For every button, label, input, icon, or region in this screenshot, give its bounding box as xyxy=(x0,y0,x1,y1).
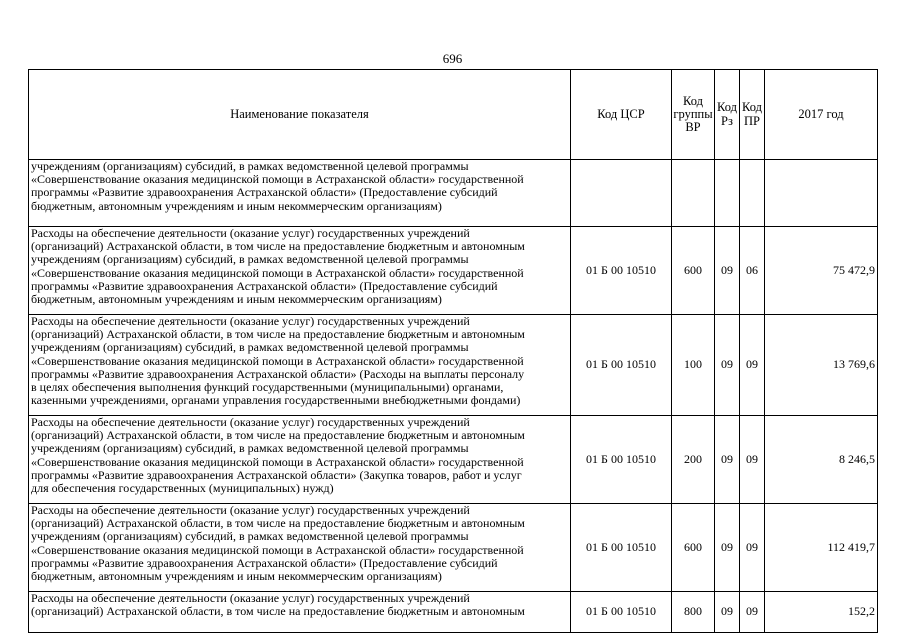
description-line: программы «Развитие здравоохранения Астраханской области» (Расходы на выплаты персоналу xyxy=(31,366,525,381)
description-line: Расходы на обеспечение деятельности (оказание услуг) государственных учреждений xyxy=(31,503,470,517)
description-line: бюджетным, автономным учреждениям и иным некоммерческим организациям) xyxy=(31,569,442,584)
row-rz-code: 09 xyxy=(715,315,740,416)
header-rz-line: Рз xyxy=(721,113,733,128)
description-line: (организаций) Астраханской области, в том числе на предоставление бюджетным и автономным xyxy=(31,327,525,342)
row-vr-code: 800 xyxy=(672,592,715,633)
table-header-row xyxy=(29,70,878,160)
row-rz-code: 09 xyxy=(715,504,740,592)
description-line: (организаций) Астраханской области, в том числе на предоставление бюджетным и автономным xyxy=(31,239,525,254)
header-name: Наименование показателя xyxy=(29,70,571,160)
row-description xyxy=(29,416,571,504)
description-line: «Совершенствование оказания медицинской помощи в Астраханской области» государственной xyxy=(31,542,524,557)
row-description xyxy=(29,504,571,592)
description-line: Расходы на обеспечение деятельности (оказание услуг) государственных учреждений xyxy=(31,314,470,328)
description-line: (организаций) Астраханской области, в том числе на предоставление бюджетным и автономным xyxy=(31,428,525,443)
budget-table xyxy=(28,69,878,633)
header-vr-line: Код xyxy=(683,93,703,108)
description-line: в целях обеспечения выполнения функций государственными (муниципальными) органами, xyxy=(31,380,504,395)
table-row xyxy=(29,315,878,416)
row-rz-code: 09 xyxy=(715,416,740,504)
table-row xyxy=(29,504,878,592)
row-amount-2017: 112 419,7 xyxy=(765,504,878,592)
description-line: учреждениям (организациям) субсидий, в рамках ведомственной целевой программы xyxy=(31,529,469,544)
row-csr-code: 01 Б 00 10510 xyxy=(571,416,672,504)
row-csr-code: 01 Б 00 10510 xyxy=(571,227,672,315)
table-row xyxy=(29,592,878,633)
description-line: (организаций) Астраханской области, в том числе на предоставление бюджетным и автономным xyxy=(31,604,525,619)
row-rz-code xyxy=(715,160,740,227)
row-vr-code: 200 xyxy=(672,416,715,504)
header-pr-code xyxy=(740,70,765,160)
row-description xyxy=(29,592,571,633)
row-rz-code: 09 xyxy=(715,592,740,633)
page-number: 696 xyxy=(442,51,463,66)
row-pr-code: 09 xyxy=(740,315,765,416)
row-csr-code xyxy=(571,160,672,227)
description-line: для обеспечения государственных (муниципальных) нужд) xyxy=(31,481,334,496)
description-line: программы «Развитие здравоохранения Астраханской области» (Закупка товаров, работ и услуг xyxy=(31,467,522,482)
header-rz-line: Код xyxy=(717,100,737,115)
header-pr-line: ПР xyxy=(744,113,760,128)
row-csr-code: 01 Б 00 10510 xyxy=(571,315,672,416)
description-line: «Совершенствование оказания медицинской помощи в Астраханской области» государственной xyxy=(31,353,524,368)
row-pr-code: 09 xyxy=(740,592,765,633)
description-line: Расходы на обеспечение деятельности (оказание услуг) государственных учреждений xyxy=(31,226,470,240)
header-vr-code xyxy=(672,70,715,160)
row-pr-code: 09 xyxy=(740,416,765,504)
row-rz-code: 09 xyxy=(715,227,740,315)
row-description xyxy=(29,227,571,315)
description-line: «Совершенствование оказания медицинской помощи в Астраханской области» государственной xyxy=(31,265,524,280)
description-line: программы «Развитие здравоохранения Астраханской области» (Предоставление субсидий xyxy=(31,278,498,293)
description-line: бюджетным, автономным учреждениям и иным некоммерческим организациям) xyxy=(31,292,442,307)
description-line: казенными учреждениями, органами управления государственными внебюджетными фондами) xyxy=(31,393,521,408)
description-line: программы «Развитие здравоохранения Астраханской области» (Предоставление субсидий xyxy=(31,185,498,200)
description-line: «Совершенствование оказания медицинской помощи в Астраханской области» государственной xyxy=(31,172,524,187)
description-line: учреждениям (организациям) субсидий, в рамках ведомственной целевой программы xyxy=(31,159,469,173)
description-line: Расходы на обеспечение деятельности (оказание услуг) государственных учреждений xyxy=(31,591,470,605)
row-vr-code: 600 xyxy=(672,227,715,315)
table-row xyxy=(29,160,878,227)
row-amount-2017: 8 246,5 xyxy=(765,416,878,504)
description-line: программы «Развитие здравоохранения Астраханской области» (Предоставление субсидий xyxy=(31,555,498,570)
header-vr-line: ВР xyxy=(685,120,701,135)
header-vr-line: группы xyxy=(673,106,713,121)
header-csr-code: Код ЦСР xyxy=(571,70,672,160)
description-line: учреждениям (организациям) субсидий, в рамках ведомственной целевой программы xyxy=(31,340,469,355)
row-vr-code: 600 xyxy=(672,504,715,592)
description-line: «Совершенствование оказания медицинской помощи в Астраханской области» государственной xyxy=(31,454,524,469)
header-year-2017: 2017 год xyxy=(765,70,878,160)
table-row xyxy=(29,227,878,315)
description-line: учреждениям (организациям) субсидий, в рамках ведомственной целевой программы xyxy=(31,441,469,456)
row-pr-code: 09 xyxy=(740,504,765,592)
row-description xyxy=(29,160,571,227)
description-line: Расходы на обеспечение деятельности (оказание услуг) государственных учреждений xyxy=(31,415,470,429)
description-line: бюджетным, автономным учреждениям и иным некоммерческим организациям) xyxy=(31,198,442,213)
header-pr-line: Код xyxy=(742,100,762,115)
row-amount-2017: 75 472,9 xyxy=(765,227,878,315)
row-vr-code xyxy=(672,160,715,227)
row-pr-code xyxy=(740,160,765,227)
row-description xyxy=(29,315,571,416)
row-csr-code: 01 Б 00 10510 xyxy=(571,504,672,592)
row-pr-code: 06 xyxy=(740,227,765,315)
row-amount-2017 xyxy=(765,160,878,227)
row-amount-2017: 13 769,6 xyxy=(765,315,878,416)
header-rz-code xyxy=(715,70,740,160)
row-vr-code: 100 xyxy=(672,315,715,416)
table-row xyxy=(29,416,878,504)
row-csr-code: 01 Б 00 10510 xyxy=(571,592,672,633)
description-line: учреждениям (организациям) субсидий, в рамках ведомственной целевой программы xyxy=(31,252,469,267)
row-amount-2017: 152,2 xyxy=(765,592,878,633)
description-line: (организаций) Астраханской области, в том числе на предоставление бюджетным и автономным xyxy=(31,516,525,531)
